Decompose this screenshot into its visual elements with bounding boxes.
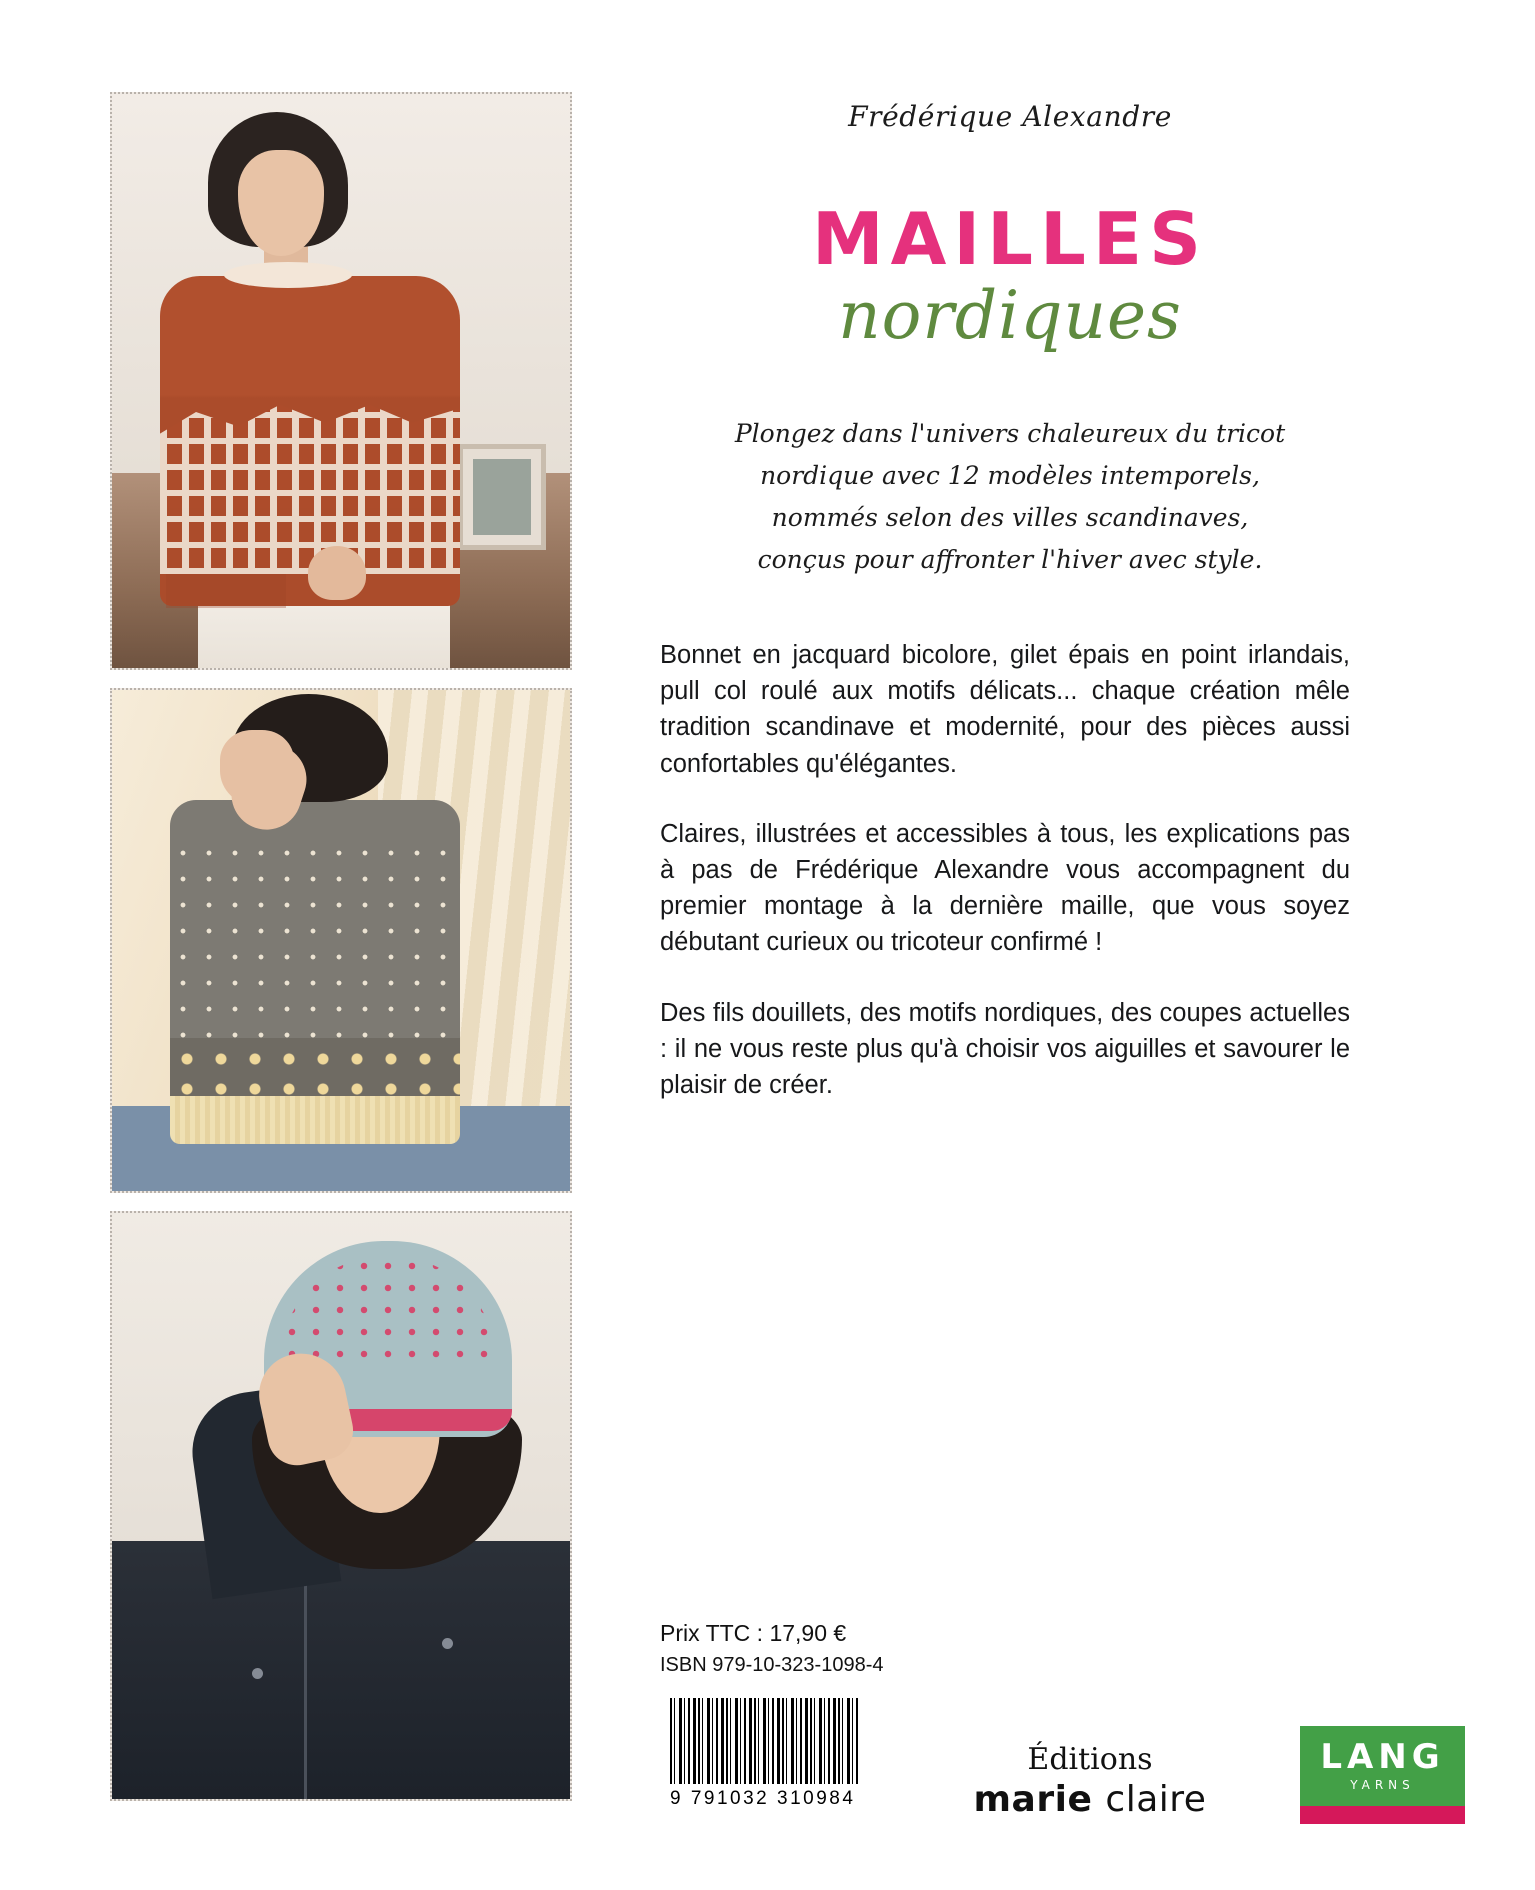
lang-yarns-word: LANG bbox=[1320, 1737, 1445, 1777]
tagline bbox=[660, 413, 1360, 581]
photo-woman-fairisle-hat bbox=[110, 1211, 572, 1801]
tagline-line: Plongez dans l'univers chaleureux du tricot bbox=[734, 419, 1286, 448]
blurb-paragraph: Des fils douillets, des motifs nordiques, des coupes actuelles : il ne vous reste plus qu'à choisir vos aiguilles et savourer le plaisir de créer. bbox=[660, 998, 1350, 1100]
publisher-name-light: claire bbox=[1105, 1779, 1207, 1820]
tagline-line: nordique avec 12 modèles intemporels, bbox=[760, 461, 1260, 490]
picture-frame bbox=[458, 444, 546, 550]
vest-nordic-motif bbox=[170, 1038, 460, 1096]
barcode-bars bbox=[670, 1698, 860, 1784]
title-block bbox=[660, 197, 1360, 354]
cover-footer bbox=[660, 1620, 1470, 1850]
lang-yarns-sub: YARNS bbox=[1350, 1778, 1415, 1792]
lang-yarns-logo bbox=[1300, 1726, 1465, 1806]
tagline-line: nommés selon des villes scandinaves, bbox=[771, 503, 1249, 532]
publisher-name bbox=[960, 1779, 1220, 1820]
vest-dot-pattern bbox=[170, 840, 460, 1040]
cream-collar bbox=[224, 262, 352, 288]
author-name: Frédérique Alexandre bbox=[848, 100, 1172, 133]
tagline-line: conçus pour affronter l'hiver avec style. bbox=[757, 545, 1263, 574]
sweater-cuff bbox=[166, 574, 286, 608]
jacket-button bbox=[442, 1638, 453, 1649]
isbn-label: ISBN 979-10-323-1098-4 bbox=[660, 1654, 884, 1676]
publisher-logo bbox=[960, 1742, 1220, 1820]
hand bbox=[308, 546, 366, 600]
barcode-number: 9 791032 310984 bbox=[670, 1788, 856, 1809]
barcode bbox=[670, 1698, 860, 1810]
publisher-name-bold: marie bbox=[973, 1779, 1093, 1820]
blurb-paragraph: Bonnet en jacquard bicolore, gilet épais en point irlandais, pull col roulé aux motifs délicats... chaque création mêle tradition scandinave et modernité, pour des pièces aussi confortables qu'élégantes. bbox=[660, 641, 1350, 778]
blurb bbox=[660, 637, 1350, 1103]
price-label: Prix TTC : 17,90 € bbox=[660, 1620, 847, 1646]
publisher-editions: Éditions bbox=[1027, 1742, 1153, 1777]
book-title-subtitle: nordiques bbox=[838, 277, 1182, 354]
vest-ribbed-hem bbox=[170, 1096, 460, 1144]
photo-column bbox=[110, 92, 572, 1801]
photo-grey-vest-back bbox=[110, 688, 572, 1193]
blurb-paragraph: Claires, illustrées et accessibles à tous, les explications pas à pas de Frédérique Alexandre vous accompagnent du premier montage à la dernière maille, que vous soyez débutant curieux ou tricoteur confirmé ! bbox=[660, 819, 1350, 957]
text-column bbox=[660, 100, 1360, 1103]
jacket-button bbox=[252, 1668, 263, 1679]
book-title-main: MAILLES bbox=[812, 197, 1208, 281]
photo-woman-rust-sweater bbox=[110, 92, 572, 670]
